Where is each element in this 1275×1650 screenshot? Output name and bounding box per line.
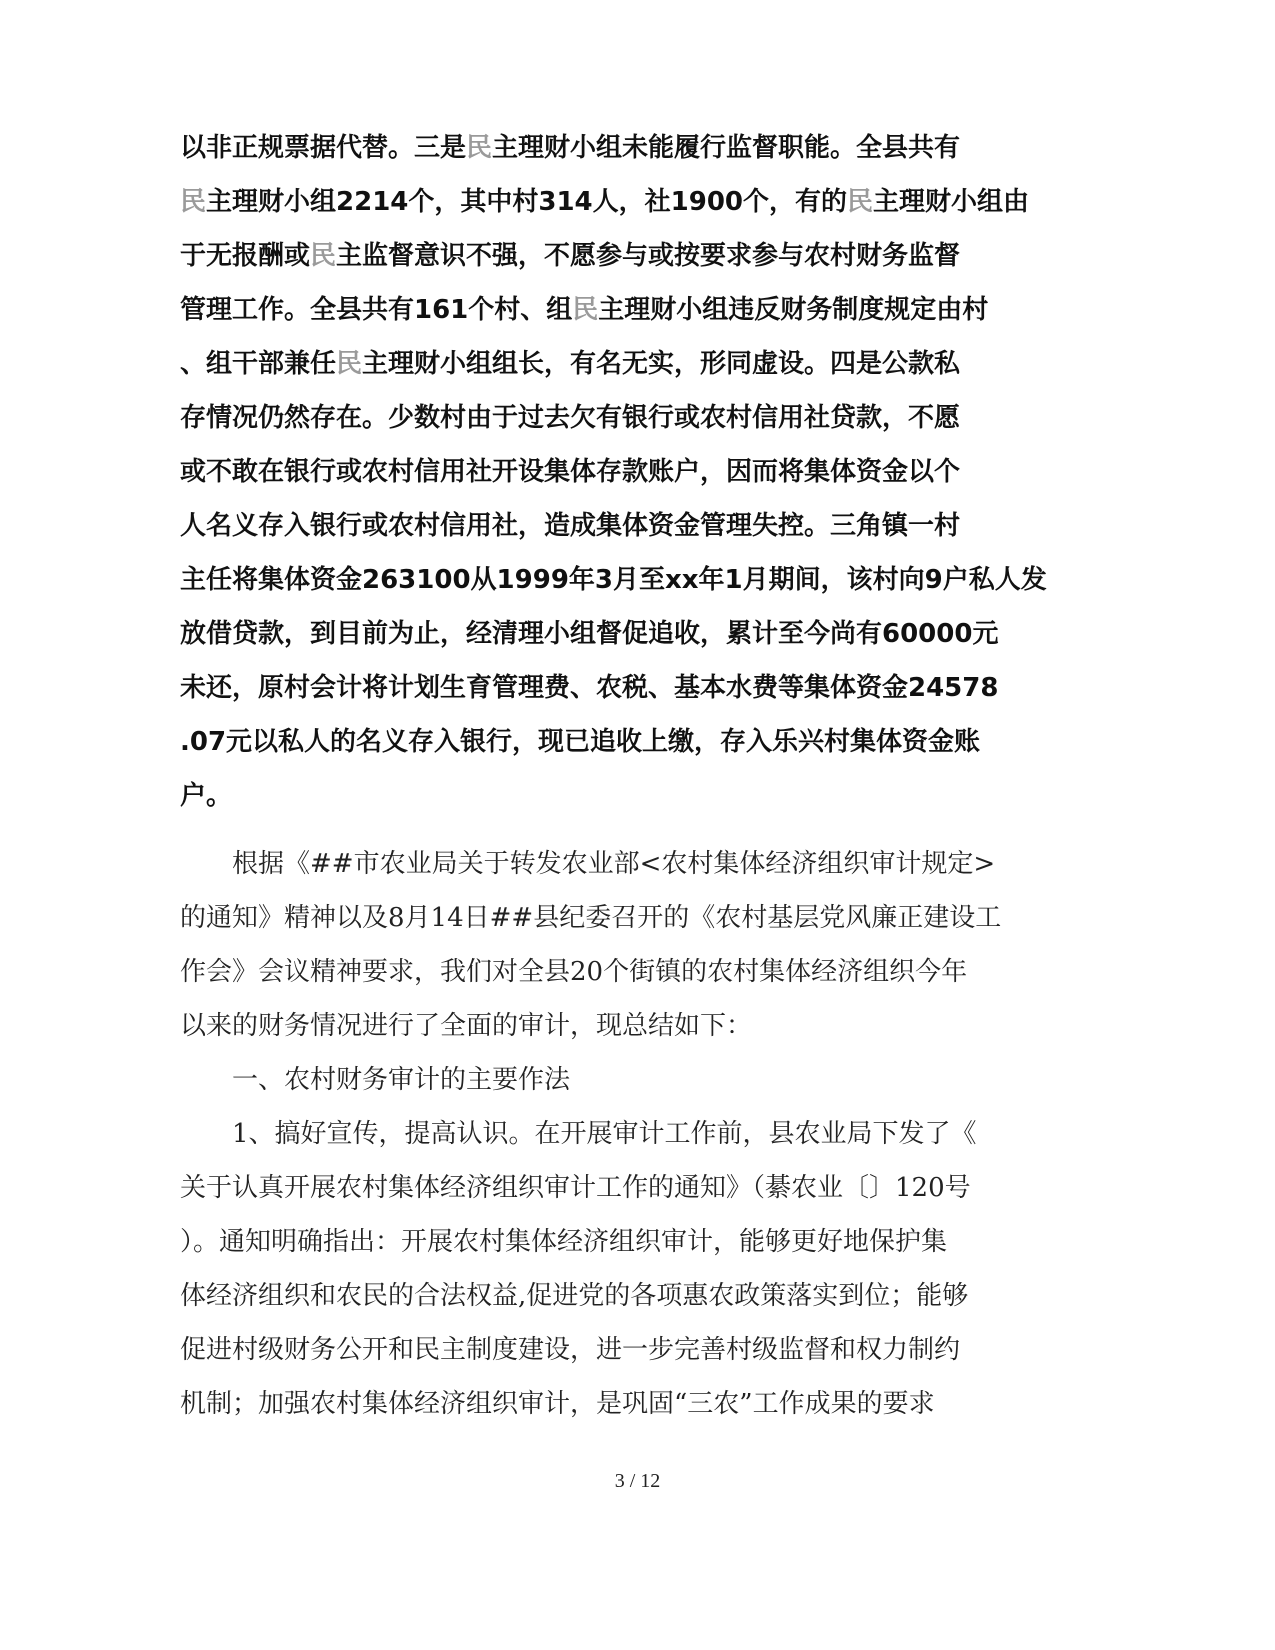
section-heading: 一、农村财务审计的主要作法	[232, 1065, 571, 1095]
faint-character: 民	[336, 349, 363, 379]
text-run: 主理财小组未能履行监督职能。全县共有	[492, 133, 961, 163]
text-line: 的通知》精神以及8月14日##县纪委召开的《农村基层党风廉正建设工	[180, 903, 1002, 933]
text-run: 主任将集体资金263100从1999年3月至xx年1月期间，该村向9户私人发	[180, 565, 1047, 595]
text-run: 主理财小组组长，有名无实，形同虚设。四是公款私	[362, 349, 961, 379]
faint-character: 民	[572, 295, 599, 325]
text-line: 促进村级财务公开和民主制度建设，进一步完善村级监督和权力制约	[180, 1335, 961, 1365]
text-line: 体经济组织和农民的合法权益,促进党的各项惠农政策落实到位；能够	[180, 1281, 969, 1311]
text-line	[180, 560, 1047, 600]
text-line	[180, 236, 960, 276]
text-run: 、组干部兼任	[180, 349, 337, 379]
text-line	[180, 506, 960, 546]
text-run: 存情况仍然存在。少数村由于过去欠有银行或农村信用社贷款，不愿	[180, 403, 961, 433]
paragraph-first-line: 1、搞好宣传，提高认识。在开展审计工作前，县农业局下发了《	[232, 1119, 977, 1149]
text-run: 未还，原村会计将计划生育管理费、农税、基本水费等集体资金24578	[180, 673, 999, 703]
text-run: 主理财小组2214个，其中村314人，社1900个，有的	[206, 187, 848, 217]
text-line	[180, 128, 960, 168]
text-run: 以非正规票据代替。三是	[180, 133, 467, 163]
text-run: 主理财小组违反财务制度规定由村	[598, 295, 989, 325]
text-run: 管理工作。全县共有161个村、组	[180, 295, 573, 325]
text-run: 于无报酬或	[180, 241, 311, 271]
text-line	[180, 398, 960, 438]
faint-character: 民	[847, 187, 874, 217]
text-line	[180, 182, 1029, 222]
faint-character: 民	[310, 241, 337, 271]
text-run: 放借贷款，到目前为止，经清理小组督促追收，累计至今尚有60000元	[180, 619, 999, 649]
text-run: 主监督意识不强，不愿参与或按要求参与农村财务监督	[336, 241, 961, 271]
text-line	[180, 452, 960, 492]
text-line: 关于认真开展农村集体经济组织审计工作的通知》（綦农业〔〕120号	[180, 1173, 971, 1203]
text-line	[180, 668, 998, 708]
text-line: 作会》会议精神要求，我们对全县20个街镇的农村集体经济组织今年	[180, 957, 968, 987]
faint-character: 民	[180, 187, 207, 217]
text-line	[180, 776, 232, 816]
text-run: 户。	[180, 781, 233, 811]
text-run: 主理财小组由	[873, 187, 1030, 217]
text-line: 机制；加强农村集体经济组织审计，是巩固“三农”工作成果的要求	[180, 1389, 935, 1419]
page-number: 3 / 12	[614, 1470, 661, 1492]
text-line	[180, 344, 960, 384]
text-line	[180, 614, 998, 654]
paragraph-first-line: 根据《##市农业局关于转发农业部<农村集体经济组织审计规定>	[232, 849, 996, 879]
text-line: ）。通知明确指出：开展农村集体经济组织审计，能够更好地保护集	[180, 1227, 948, 1257]
text-run: .07元以私人的名义存入银行，现已追收上缴，存入乐兴村集体资金账	[180, 727, 981, 757]
text-line	[180, 722, 980, 762]
text-line: 以来的财务情况进行了全面的审计，现总结如下：	[180, 1011, 753, 1041]
text-run: 或不敢在银行或农村信用社开设集体存款账户，因而将集体资金以个	[180, 457, 961, 487]
text-line	[180, 290, 988, 330]
text-run: 人名义存入银行或农村信用社，造成集体资金管理失控。三角镇一村	[180, 511, 961, 541]
faint-character: 民	[466, 133, 493, 163]
